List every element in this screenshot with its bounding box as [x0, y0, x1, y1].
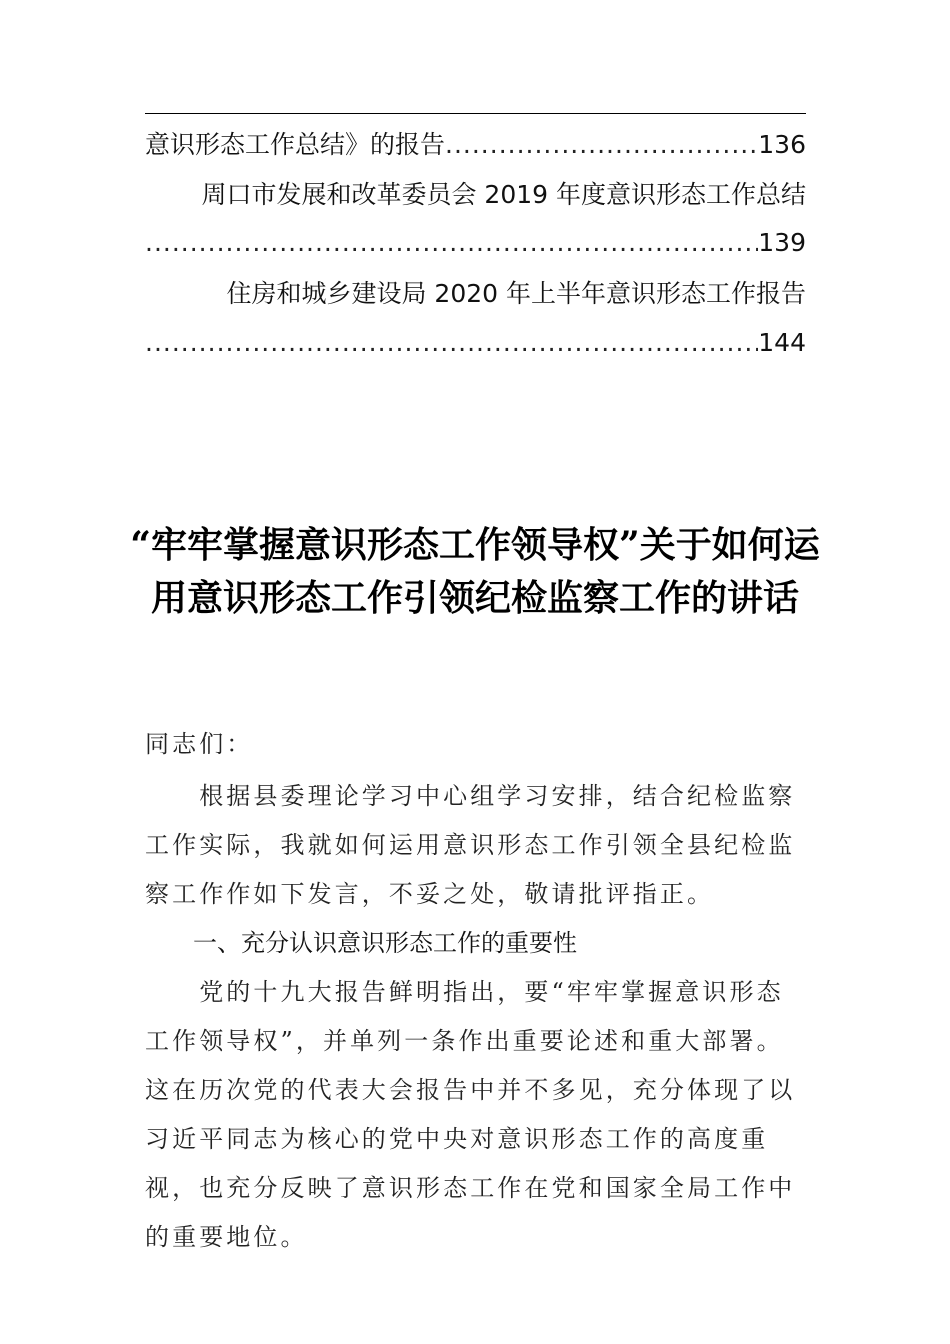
toc-entry-1-title: 意识形态工作总结》的报告	[145, 130, 446, 159]
toc-entry-3[interactable]	[145, 318, 806, 368]
toc-leader-dots	[145, 218, 758, 268]
toc-entry-1-page: 136	[758, 130, 806, 159]
toc-entry-2-page: 139	[758, 228, 806, 257]
toc-entry-3-title[interactable]: 住房和城乡建设局 2020 年上半年意识形态工作报告	[226, 279, 806, 308]
toc-leader-dots	[145, 318, 758, 368]
document-title: “牢牢掌握意识形态工作领导权”关于如何运用意识形态工作引领纪检监察工作的讲话	[130, 524, 820, 619]
salutation: 同志们：	[145, 730, 254, 758]
intro-paragraph: 根据县委理论学习中心组学习安排，结合纪检监察工作实际，我就如何运用意识形态工作引领全县纪检监察工作作如下发言，不妥之处，敬请批评指正。	[145, 782, 796, 908]
section-1-paragraph: 党的十九大报告鲜明指出，要“牢牢掌握意识形态工作领导权”，并单列一条作出重要论述和重大部署。这在历次党的代表大会报告中并不多见，充分体现了以习近平同志为核心的党中央对意识形态工作的高度重视，也充分反映了意识形态工作在党和国家全局工作中的重要地位。	[145, 978, 796, 1251]
toc-leader-dots	[445, 120, 758, 170]
top-rule	[145, 113, 806, 114]
toc-entry-1[interactable]	[145, 120, 806, 170]
section-1-heading: 一、充分认识意识形态工作的重要性	[193, 929, 577, 957]
toc-entry-3-page: 144	[758, 328, 806, 357]
toc-entry-2[interactable]	[145, 218, 806, 268]
toc-entry-2-title[interactable]: 周口市发展和改革委员会 2019 年度意识形态工作总结	[201, 180, 806, 209]
